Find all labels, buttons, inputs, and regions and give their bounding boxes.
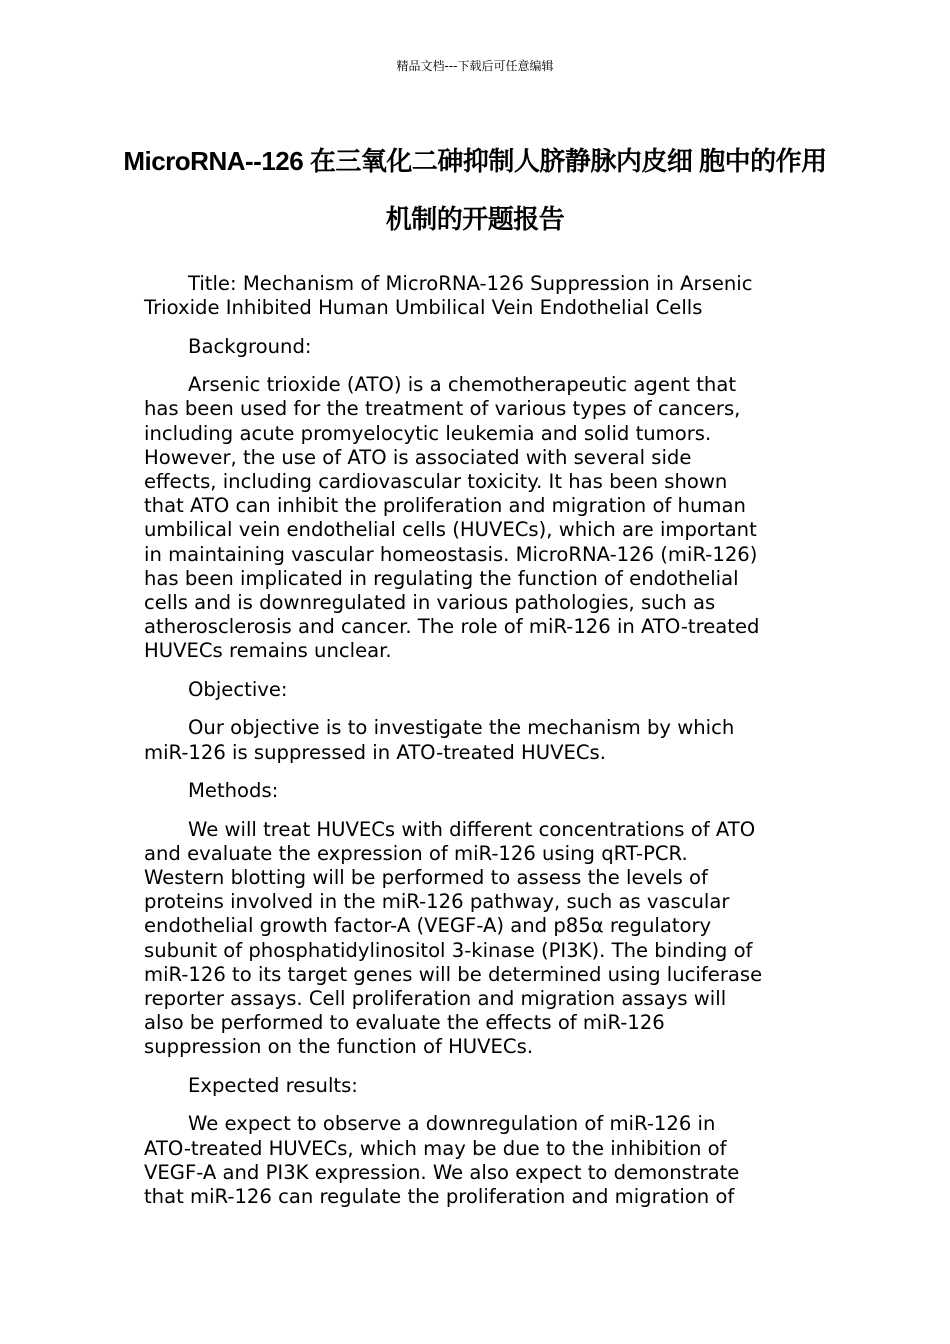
text-line: HUVECs remains unclear. bbox=[144, 639, 392, 663]
text-line: Objective: bbox=[188, 677, 288, 701]
text-line: has been implicated in regulating the function of endothelial bbox=[144, 566, 739, 590]
expected-results-heading bbox=[144, 1074, 806, 1098]
text-line: in maintaining vascular homeostasis. MicroRNA-126 (miR-126) bbox=[144, 542, 758, 566]
text-line: Western blotting will be performed to assess the levels of bbox=[144, 866, 708, 890]
text-line: We will treat HUVECs with different concentrations of ATO bbox=[188, 817, 756, 841]
text-line: miR-126 is suppressed in ATO-treated HUVECs. bbox=[144, 740, 606, 764]
objective-paragraph bbox=[144, 716, 806, 764]
page-header: 精品文档---下载后可任意编辑 bbox=[396, 59, 554, 73]
text-line: reporter assays. Cell proliferation and migration assays will bbox=[144, 987, 727, 1011]
text-line: However, the use of ATO is associated with several side bbox=[144, 445, 692, 469]
title-paragraph bbox=[144, 272, 806, 320]
text-line: Expected results: bbox=[188, 1073, 358, 1097]
text-line: Arsenic trioxide (ATO) is a chemotherapeutic agent that bbox=[188, 373, 737, 397]
text-line: including acute promyelocytic leukemia and solid tumors. bbox=[144, 421, 712, 445]
document-title-line-1: MicroRNA--126 在三氧化二砷抑制人脐静脉内皮细 bbox=[123, 146, 693, 176]
objective-heading bbox=[144, 678, 806, 702]
document-body bbox=[144, 272, 806, 1224]
methods-paragraph bbox=[144, 818, 806, 1060]
text-line: that miR-126 can regulate the proliferation and migration of bbox=[144, 1185, 735, 1209]
text-line: subunit of phosphatidylinositol 3-kinase (PI3K). The binding of bbox=[144, 938, 753, 962]
text-line: suppression on the function of HUVECs. bbox=[144, 1035, 534, 1059]
text-line: that ATO can inhibit the proliferation and migration of human bbox=[144, 494, 746, 518]
methods-heading bbox=[144, 779, 806, 803]
text-line: atherosclerosis and cancer. The role of miR-126 in ATO-treated bbox=[144, 615, 760, 639]
text-line: endothelial growth factor-A (VEGF-A) and p85α regulatory bbox=[144, 914, 712, 938]
text-line: proteins involved in the miR-126 pathway, such as vascular bbox=[144, 890, 730, 914]
text-line: Trioxide Inhibited Human Umbilical Vein Endothelial Cells bbox=[144, 296, 703, 320]
document-title bbox=[120, 132, 830, 248]
text-line: Title: Mechanism of MicroRNA-126 Suppression in Arsenic bbox=[188, 272, 753, 295]
text-line: also be performed to evaluate the effects of miR-126 bbox=[144, 1011, 665, 1035]
text-line: cells and is downregulated in various pathologies, such as bbox=[144, 591, 716, 615]
text-line: miR-126 to its target genes will be determined using luciferase bbox=[144, 962, 763, 986]
document-title-line-2: 胞中的作用机制的开题报告 bbox=[385, 146, 827, 234]
text-line: Methods: bbox=[188, 779, 279, 803]
background-heading bbox=[144, 335, 806, 359]
text-line: Background: bbox=[188, 334, 312, 358]
text-line: VEGF-A and PI3K expression. We also expect to demonstrate bbox=[144, 1160, 740, 1184]
expected-results-paragraph bbox=[144, 1112, 806, 1209]
text-line: effects, including cardiovascular toxicity. It has been shown bbox=[144, 470, 728, 494]
text-line: umbilical vein endothelial cells (HUVECs), which are important bbox=[144, 518, 757, 542]
text-line: has been used for the treatment of various types of cancers, bbox=[144, 397, 741, 421]
background-paragraph bbox=[144, 373, 806, 663]
text-line: and evaluate the expression of miR-126 using qRT-PCR. bbox=[144, 841, 688, 865]
text-line: ATO-treated HUVECs, which may be due to the inhibition of bbox=[144, 1136, 727, 1160]
text-line: We expect to observe a downregulation of miR-126 in bbox=[188, 1112, 716, 1136]
text-line: Our objective is to investigate the mechanism by which bbox=[188, 716, 735, 740]
